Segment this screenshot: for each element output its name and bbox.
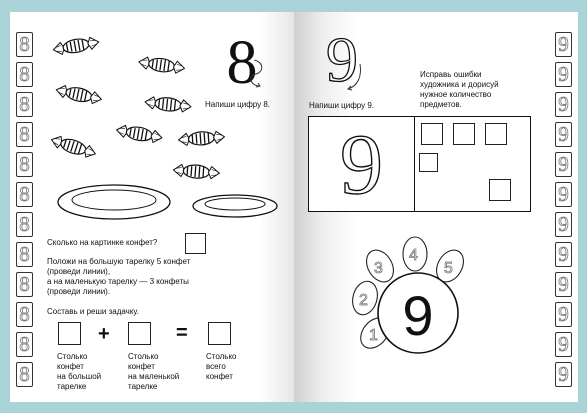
- write-digit-9-label: Напиши цифру 9.: [309, 101, 375, 110]
- left-page: [10, 12, 294, 402]
- trace-cell[interactable]: 9: [555, 92, 572, 117]
- trace-cell[interactable]: 8: [16, 62, 33, 87]
- compose-task-label: Составь и реши задачку.: [47, 307, 139, 316]
- candy-icon[interactable]: [55, 83, 103, 105]
- trace-cell[interactable]: 9: [555, 362, 572, 387]
- trace-cell[interactable]: 9: [555, 212, 572, 237]
- square-shape[interactable]: [421, 123, 443, 145]
- caption-total: Столько всего конфет: [206, 352, 237, 381]
- small-plate-instruction-2: (проведи линии).: [47, 287, 111, 296]
- candy-icon[interactable]: [115, 123, 163, 144]
- trace-cell[interactable]: 9: [555, 32, 572, 57]
- candy-icon[interactable]: [138, 55, 185, 74]
- square-shape[interactable]: [453, 123, 475, 145]
- small-plate-instruction-1: а на маленькую тарелку — 3 конфеты: [47, 277, 189, 286]
- trace-cell[interactable]: 8: [16, 152, 33, 177]
- trace-cell[interactable]: 9: [555, 332, 572, 357]
- square-shape[interactable]: [489, 179, 511, 201]
- digit-and-squares-frame: [308, 116, 531, 212]
- svg-text:5: 5: [444, 260, 453, 277]
- trace-cell[interactable]: 9: [555, 152, 572, 177]
- trace-cell[interactable]: 8: [16, 182, 33, 207]
- big-plate-icon[interactable]: [56, 182, 176, 222]
- stroke-order-arrow-icon: [346, 62, 368, 92]
- trace-cell[interactable]: 9: [555, 272, 572, 297]
- trace-cell[interactable]: 9: [555, 122, 572, 147]
- trace-cell[interactable]: 8: [16, 32, 33, 57]
- small-plate-icon[interactable]: [190, 192, 280, 222]
- fix-mistakes-instruction: Исправь ошибки художника и дорисуй нужное количество предметов.: [420, 70, 499, 109]
- trace-cell[interactable]: 9: [555, 242, 572, 267]
- trace-cell[interactable]: 8: [16, 212, 33, 237]
- trace-cell[interactable]: 9: [555, 182, 572, 207]
- trace-cell[interactable]: 8: [16, 302, 33, 327]
- svg-text:3: 3: [374, 260, 383, 277]
- candy-icon[interactable]: [144, 95, 191, 113]
- trace-cell[interactable]: 9: [555, 302, 572, 327]
- flower-petal[interactable]: [403, 237, 427, 271]
- trace-cell[interactable]: 8: [16, 122, 33, 147]
- trace-cell[interactable]: 8: [16, 332, 33, 357]
- trace-cell[interactable]: 8: [16, 272, 33, 297]
- big-digit-nine: 9: [326, 24, 358, 95]
- equation-box-big-plate[interactable]: [58, 322, 81, 345]
- candy-icon[interactable]: [52, 35, 100, 56]
- flower-petal[interactable]: [361, 245, 399, 286]
- trace-cell[interactable]: 9: [555, 62, 572, 87]
- candy-icon[interactable]: [173, 163, 220, 179]
- big-digit-eight: 8: [226, 29, 258, 97]
- equation-box-total[interactable]: [208, 322, 231, 345]
- flower-illustration: [350, 238, 480, 362]
- candy-icon[interactable]: [50, 133, 98, 160]
- candy-icon[interactable]: [178, 130, 225, 146]
- plus-sign: +: [98, 323, 110, 345]
- svg-text:4: 4: [409, 247, 418, 264]
- svg-text:2: 2: [359, 292, 368, 309]
- caption-small-plate: Столько конфет на маленькой тарелке: [128, 352, 180, 391]
- equals-sign: =: [176, 322, 188, 344]
- square-shape[interactable]: [485, 123, 507, 145]
- square-shape[interactable]: [419, 153, 438, 172]
- write-digit-8-label: Напиши цифру 8.: [205, 100, 271, 109]
- candies-illustration: [50, 32, 220, 182]
- flower-petal[interactable]: [349, 278, 381, 317]
- equation-box-small-plate[interactable]: [128, 322, 151, 345]
- frame-digit-nine: 9: [340, 116, 383, 212]
- big-plate-instruction-2: (проведи линии),: [47, 267, 111, 276]
- big-plate-instruction-1: Положи на большую тарелку 5 конфет: [47, 257, 191, 266]
- svg-text:1: 1: [369, 327, 378, 344]
- flower-center-digit: 9: [402, 284, 434, 347]
- trace-cell[interactable]: 8: [16, 362, 33, 387]
- trace-cell[interactable]: 8: [16, 242, 33, 267]
- caption-big-plate: Столько конфет на большой тарелке: [57, 352, 102, 391]
- frame-divider: [414, 117, 415, 211]
- workbook-spread: [10, 12, 578, 402]
- candy-count-answer-box[interactable]: [185, 233, 206, 254]
- trace-cell[interactable]: 8: [16, 92, 33, 117]
- candy-count-question: Сколько на картинке конфет?: [47, 238, 158, 247]
- right-page: [294, 12, 578, 402]
- stroke-order-arrow-icon: [250, 58, 270, 88]
